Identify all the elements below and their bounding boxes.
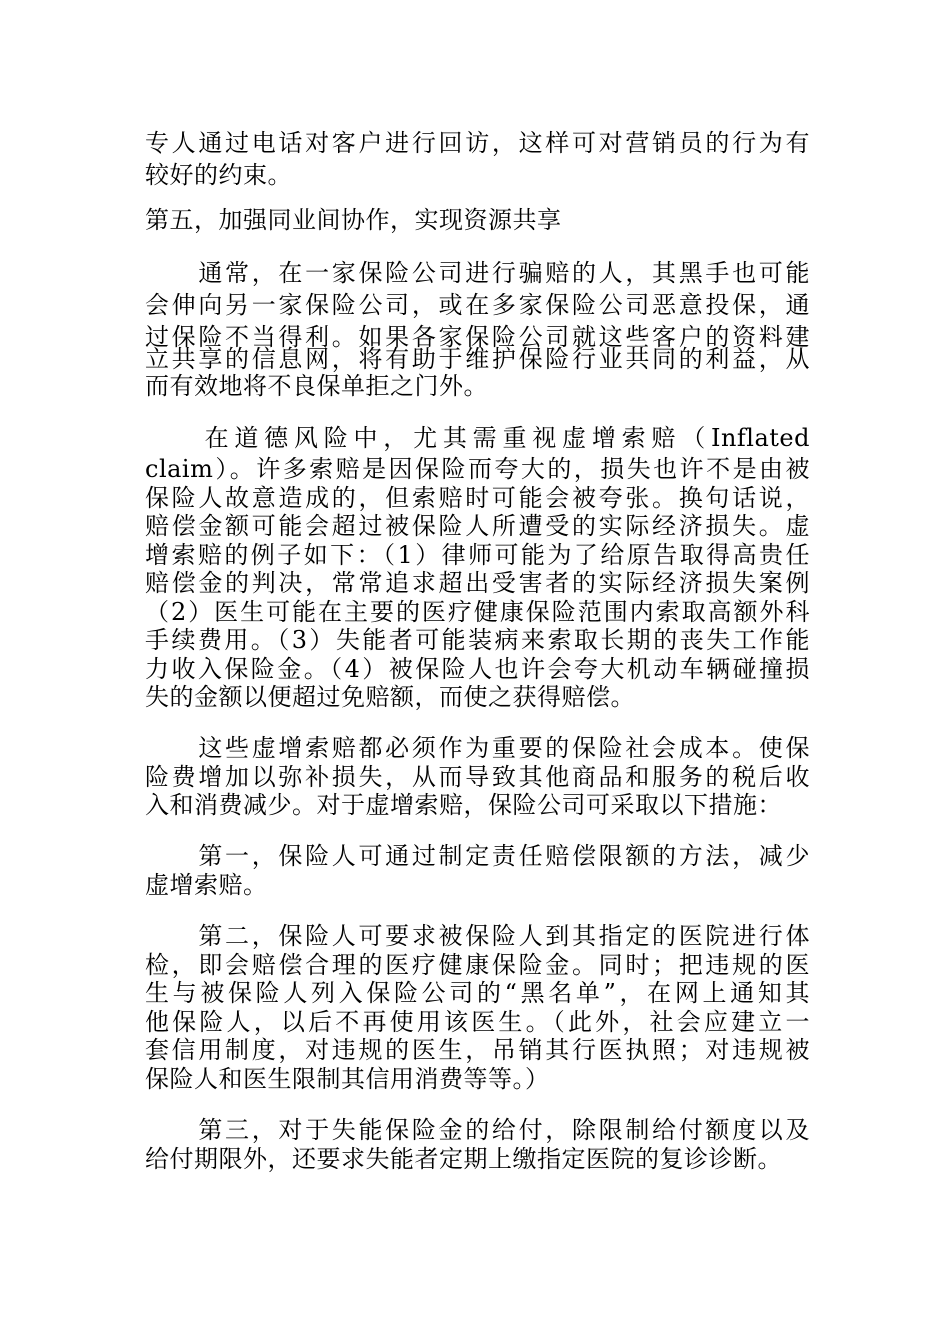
text-line: （2）医生可能在主要的医疗健康保险范围内索取高额外科 bbox=[145, 598, 810, 626]
text-line: 赔偿金的判决，常常追求超出受害者的实际经济损失案例 bbox=[145, 569, 810, 597]
text-line: 在道德风险中，尤其需重视虚增索赔（Inflated bbox=[145, 424, 810, 452]
text-line: 生与被保险人列入保险公司的“黑名单”，在网上通知其 bbox=[145, 979, 810, 1007]
text-line: 套信用制度，对违规的医生，吊销其行医执照；对违规被 bbox=[145, 1036, 810, 1064]
text-line: claim）。许多索赔是因保险而夸大的，损失也许不是由被 bbox=[145, 455, 810, 483]
text-line: 这些虚增索赔都必须作为重要的保险社会成本。使保 bbox=[145, 734, 810, 762]
text-line: 入和消费减少。对于虚增索赔，保险公司可采取以下措施： bbox=[145, 791, 782, 819]
text-line: 第二，保险人可要求被保险人到其指定的医院进行体 bbox=[145, 922, 810, 950]
text-line: 会伸向另一家保险公司，或在多家保险公司恶意投保，通 bbox=[145, 291, 810, 319]
text-line: 给付期限外，还要求失能者定期上缴指定医院的复诊诊断。 bbox=[145, 1145, 782, 1173]
text-line: 保险人和医生限制其信用消费等等。） bbox=[145, 1065, 550, 1093]
text-line: 第三，对于失能保险金的给付，除限制给付额度以及 bbox=[145, 1116, 810, 1144]
text-line: 力收入保险金。（4）被保险人也许会夸大机动车辆碰撞损 bbox=[145, 655, 810, 683]
text-line: 赔偿金额可能会超过被保险人所遭受的实际经济损失。虚 bbox=[145, 512, 810, 540]
text-line: 立共享的信息网，将有助于维护保险行业共同的利益，从 bbox=[145, 345, 810, 373]
text-line: 专人通过电话对客户进行回访，这样可对营销员的行为有 bbox=[145, 129, 810, 157]
text-line: 过保险不当得利。如果各家保险公司就这些客户的资料建 bbox=[145, 323, 810, 351]
text-line: 通常，在一家保险公司进行骗赔的人，其黑手也可能 bbox=[145, 259, 810, 287]
text-line: 他保险人，以后不再使用该医生。（此外，社会应建立一 bbox=[145, 1008, 810, 1036]
text-line: 保险人故意造成的，但索赔时可能会被夸张。换句话说， bbox=[145, 484, 810, 512]
text-line: 险费增加以弥补损失，从而导致其他商品和服务的税后收 bbox=[145, 763, 810, 791]
text-line: 手续费用。（3）失能者可能装病来索取长期的丧失工作能 bbox=[145, 626, 810, 654]
text-line: 失的金额以便超过免赔额，而使之获得赔偿。 bbox=[145, 683, 635, 711]
section-heading: 第五，加强同业间协作，实现资源共享 bbox=[145, 206, 562, 234]
text-line: 而有效地将不良保单拒之门外。 bbox=[145, 372, 488, 400]
text-line: 虚增索赔。 bbox=[145, 871, 268, 899]
text-line: 较好的约束。 bbox=[145, 161, 292, 189]
text-line: 增索赔的例子如下：（1）律师可能为了给原告取得高贵任 bbox=[145, 541, 810, 569]
text-line: 检，即会赔偿合理的医疗健康保险金。同时；把违规的医 bbox=[145, 951, 810, 979]
text-line: 第一，保险人可通过制定责任赔偿限额的方法，减少 bbox=[145, 842, 810, 870]
